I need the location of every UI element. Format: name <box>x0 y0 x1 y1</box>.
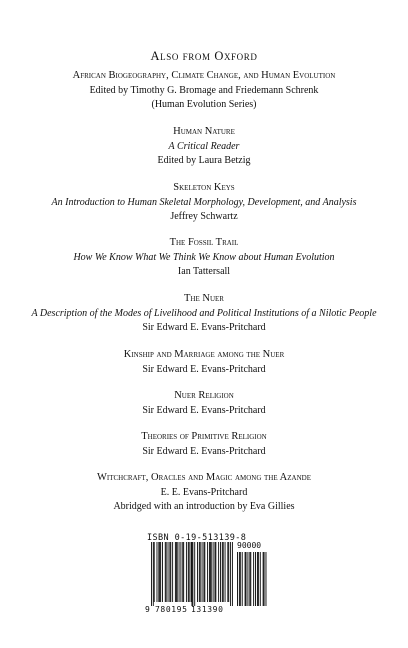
barcode-bar <box>209 542 210 602</box>
barcode-bar <box>214 542 215 602</box>
book-subtitle: A Description of the Modes of Livelihood and Political Institutions of a Nilotic People <box>31 307 377 319</box>
ean-bars <box>151 542 233 606</box>
book-entry-6 <box>0 348 408 377</box>
addon-bar <box>247 552 248 606</box>
book-entry-4 <box>0 236 408 280</box>
book-author: Sir Edward E. Evans-Pritchard <box>142 445 266 457</box>
book-author: Jeffrey Schwartz <box>170 211 238 223</box>
addon-bar <box>255 552 256 606</box>
barcode-bar <box>215 542 216 602</box>
barcode-bar <box>157 542 158 602</box>
barcode-bar <box>182 542 183 602</box>
addon-bar <box>240 552 241 606</box>
book-series: (Human Evolution Series) <box>151 99 257 111</box>
barcode-bar <box>166 542 167 602</box>
addon-bar <box>237 552 238 606</box>
book-editors: Edited by Laura Betzig <box>157 155 251 167</box>
book-introduction: Abridged with an introduction by Eva Gillies <box>113 501 295 513</box>
book-author: E. E. Evans-Pritchard <box>160 486 248 498</box>
barcode-bar <box>220 542 221 602</box>
barcode-bar <box>223 542 224 602</box>
book-entry-3 <box>0 181 408 225</box>
barcode-bar <box>191 542 192 602</box>
book-author: Sir Edward E. Evans-Pritchard <box>142 322 266 334</box>
barcode-bar <box>160 542 161 602</box>
addon-bar <box>249 552 250 606</box>
barcode-bar <box>225 542 226 602</box>
book-entry-7 <box>0 389 408 418</box>
addon-bar <box>253 552 254 606</box>
barcode-bar <box>186 542 187 602</box>
book-subtitle: How We Know What We Think We Know about Human Evolution <box>73 251 335 263</box>
ean-first-digit: 9 <box>145 605 150 614</box>
barcode-bar <box>203 542 204 602</box>
book-entry-2 <box>0 125 408 169</box>
barcode-bar <box>169 542 170 602</box>
barcode-bar <box>189 542 190 602</box>
barcode-bar <box>159 542 160 602</box>
barcode-bar <box>188 542 189 602</box>
barcode-bar <box>228 542 229 602</box>
barcode-bar <box>210 542 211 602</box>
addon-bar <box>250 552 251 606</box>
barcode-bar <box>154 542 155 602</box>
addon-bar <box>260 552 261 606</box>
barcode-bar <box>168 542 169 602</box>
book-entry-8 <box>0 430 408 459</box>
book-title: The Nuer <box>184 293 224 304</box>
barcode-bar <box>172 542 173 602</box>
barcode-bar <box>179 542 180 602</box>
barcode-bar <box>207 542 208 602</box>
barcode-bar <box>192 542 193 606</box>
barcode-bar <box>194 542 195 606</box>
barcode-bar <box>151 542 152 606</box>
addon-bar <box>263 552 264 606</box>
barcode-bar <box>158 542 159 602</box>
addon-bar <box>246 552 247 606</box>
page-heading: Also from Oxford <box>150 49 258 63</box>
book-subtitle: An Introduction to Human Skeletal Morphology, Development, and Analysis <box>51 196 357 208</box>
ean-right-digits: 131390 <box>191 605 224 614</box>
book-subtitle: A Critical Reader <box>168 140 240 152</box>
ean-left-digits: 780195 <box>155 605 188 614</box>
book-author: Sir Edward E. Evans-Pritchard <box>142 404 266 416</box>
addon-bar <box>239 552 240 606</box>
addon-bar <box>264 552 265 606</box>
book-title: Skeleton Keys <box>173 182 235 193</box>
barcode-bar <box>218 542 219 602</box>
addon-bar <box>266 552 267 606</box>
barcode-bar <box>183 542 184 602</box>
barcode-bar <box>199 542 200 602</box>
book-entry-9 <box>0 471 408 515</box>
price-code: 90000 <box>237 541 262 550</box>
addon-bar <box>257 552 258 606</box>
barcode-bar <box>175 542 176 602</box>
barcode-bar <box>227 542 228 602</box>
barcode-bar <box>202 542 203 602</box>
barcode-bar <box>230 542 231 606</box>
barcode-bar <box>197 542 198 602</box>
barcode-bar <box>213 542 214 602</box>
barcode-icon <box>145 532 269 614</box>
book-author: Sir Edward E. Evans-Pritchard <box>142 363 266 375</box>
barcode-bar <box>170 542 171 602</box>
book-title: The Fossil Trail <box>169 237 239 248</box>
barcode-bar <box>162 542 163 602</box>
barcode-bar <box>191 542 192 606</box>
barcode-bar <box>204 542 205 602</box>
barcode-bar <box>211 542 212 602</box>
addon-bar <box>245 552 246 606</box>
barcode-bar <box>165 542 166 602</box>
barcode-bar <box>200 542 201 602</box>
book-editors: Edited by Timothy G. Bromage and Friedemann Schrenk <box>89 84 319 96</box>
addon-bars <box>237 552 266 606</box>
book-title: Human Nature <box>173 126 235 137</box>
barcode-bar <box>222 542 223 602</box>
book-title: Witchcraft, Oracles and Magic among the Azande <box>97 472 311 483</box>
barcode-bar <box>177 542 178 602</box>
book-title: African Biogeography, Climate Change, and Human Evolution <box>72 70 336 81</box>
addon-bar <box>258 552 259 606</box>
barcode-bar <box>176 542 177 602</box>
addon-bar <box>242 552 243 606</box>
barcode-bar <box>232 542 233 606</box>
barcode-bar <box>153 542 154 606</box>
book-title: Kinship and Marriage among the Nuer <box>123 349 285 360</box>
isbn-label: ISBN 0-19-513139-8 <box>147 533 247 543</box>
book-title: Theories of Primitive Religion <box>141 431 267 442</box>
book-entry-5 <box>0 292 408 336</box>
book-title: Nuer Religion <box>174 390 234 401</box>
book-entry-1 <box>0 69 408 113</box>
barcode-bar <box>180 542 181 602</box>
book-author: Ian Tattersall <box>177 266 231 278</box>
